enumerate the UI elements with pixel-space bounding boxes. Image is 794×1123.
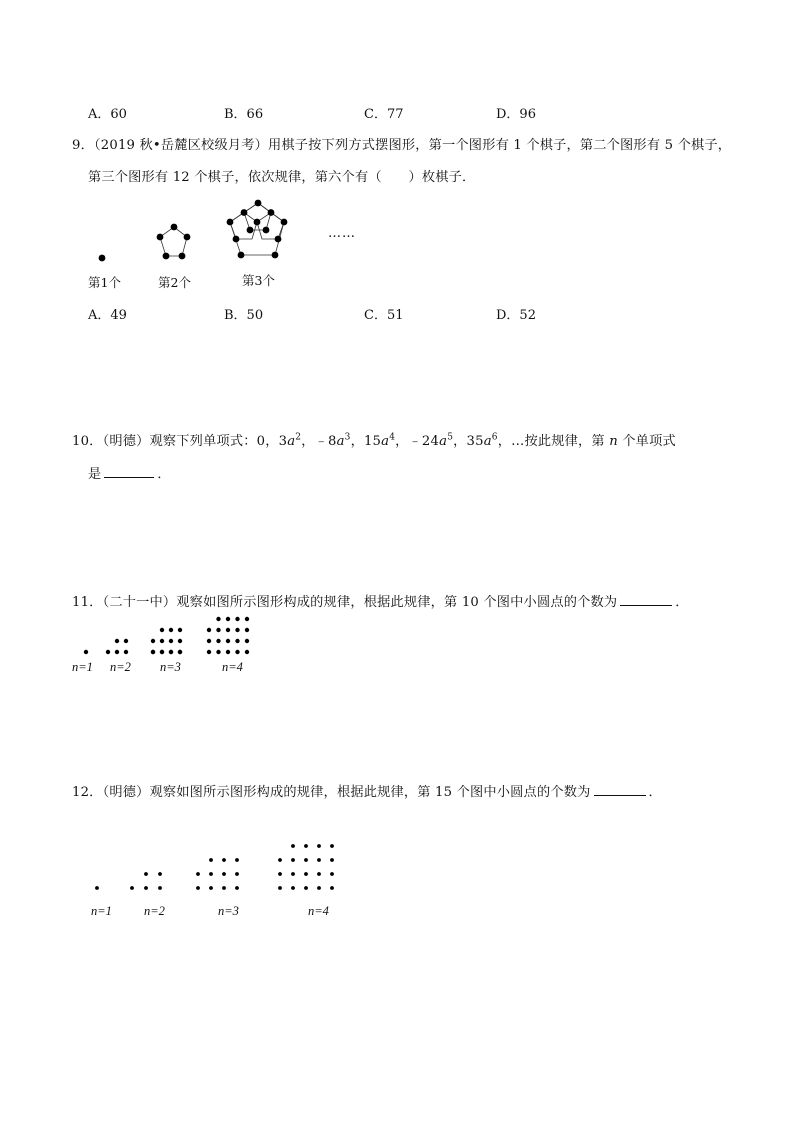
- q11-text: 11．（二十一中）观察如图所示图形构成的规律，根据此规律，第 10 个图中小圆点的个数为: [72, 595, 618, 610]
- q12-label-n1: n=1: [91, 904, 112, 918]
- q11-n4-dot: [235, 639, 239, 643]
- q11-answer-blank: [620, 593, 672, 606]
- q10-suffix-a: …按此规律，第: [511, 434, 610, 449]
- q11-n4-dot: [216, 617, 220, 621]
- q9-line2: [88, 166, 475, 185]
- q11-n3-dot: [178, 639, 182, 643]
- q12-n2-dot: [144, 886, 148, 890]
- q10-term-1: $3a^2$，: [278, 432, 315, 449]
- q12-text: 12．（明德）观察如图所示图形构成的规律，根据此规律，第 15 个图中小圆点的个数为: [72, 785, 591, 800]
- q11-figure: [78, 612, 278, 660]
- q12-n3-dot: [222, 872, 226, 876]
- q11-n4-dot: [207, 628, 211, 632]
- q9-fig3-dots: [227, 200, 288, 259]
- q11-n4-dot: [245, 639, 249, 643]
- q11-n4-dot: [226, 639, 230, 643]
- q9-option-c: C．51: [364, 308, 404, 323]
- q10-line1: [72, 430, 676, 449]
- q11-n3-dot: [160, 639, 164, 643]
- q11-n4-dot: [226, 628, 230, 632]
- q9-fig3-label: 第3个: [242, 273, 275, 288]
- q12-n2-dot: [130, 886, 134, 890]
- q12-end: ．: [648, 785, 662, 800]
- q12-n4-dot: [291, 872, 295, 876]
- q12-n1-dot: [95, 886, 99, 890]
- q9-option-b: B．50: [224, 308, 264, 323]
- q12-n4-dot: [330, 886, 334, 890]
- q12-n3-dot: [235, 872, 239, 876]
- q9-fig3-pentagons: [230, 203, 284, 255]
- q9-text-line1: （2019 秋•岳麓区校级月考）用棋子按下列方式摆图形，第一个图形有 1 个棋子，第二个图形有 5 个棋子，: [93, 138, 732, 153]
- q12-n3-dot: [209, 872, 213, 876]
- q12-n3-dot: [235, 858, 239, 862]
- q8-option-b: B．66: [224, 107, 264, 122]
- q11-n1-dot: [84, 650, 88, 654]
- q12-n3-dot: [196, 872, 200, 876]
- q11-label-n4: n=4: [222, 660, 243, 674]
- q12-label-n4: n=4: [308, 904, 329, 918]
- q10-term-3: $15a^4$，: [363, 432, 409, 449]
- q12-n4-dot: [330, 872, 334, 876]
- q12-n3-dot: [209, 886, 213, 890]
- q8-options: [88, 103, 608, 123]
- q10-suffix-b: 个单项式: [617, 434, 676, 449]
- q11-n2-dot: [124, 650, 128, 654]
- q9-option-d: D．52: [496, 308, 536, 323]
- q11-n2-dot: [115, 650, 119, 654]
- q12-n4-dot: [330, 858, 334, 862]
- q12-n4-dot: [317, 858, 321, 862]
- q12-n4-dot: [291, 844, 295, 848]
- q12-n3-dot: [196, 886, 200, 890]
- q9-number: 9．: [72, 138, 94, 153]
- q11-end: ．: [675, 595, 689, 610]
- q12-label-n3: n=3: [218, 904, 239, 918]
- q12-n4-dot: [278, 872, 282, 876]
- q9-line1: [72, 134, 731, 153]
- q11-n4-dot: [235, 628, 239, 632]
- q12-n4-dot: [330, 844, 334, 848]
- q9-options: [88, 304, 608, 324]
- q11-n2-dot: [106, 650, 110, 654]
- q11-line: [72, 591, 689, 610]
- q12-n4-dot: [317, 872, 321, 876]
- q9-fig2-pentagon: [160, 227, 187, 256]
- q12-n4-dot: [291, 886, 295, 890]
- q12-n4-dot: [304, 872, 308, 876]
- q12-n3-dot: [235, 886, 239, 890]
- q11-n2-dot: [115, 639, 119, 643]
- q12-n4-dot: [304, 844, 308, 848]
- q10-n: n: [609, 434, 618, 449]
- q11-label-n3: n=3: [160, 660, 181, 674]
- q11-n4-dot: [245, 628, 249, 632]
- q11-n3-dot: [151, 639, 155, 643]
- q9-fig1-label: 第1个: [88, 275, 121, 290]
- q12-label-n2: n=2: [144, 904, 165, 918]
- q12-n4-dot: [317, 844, 321, 848]
- q8-option-a: A．60: [88, 107, 127, 122]
- q12-n4-dot: [304, 858, 308, 862]
- q12-n3-dot: [222, 886, 226, 890]
- q10-answer-blank: [104, 465, 154, 478]
- q9-text-line2: 第三个图形有 12 个棋子，依次规律，第六个有（ ）枚棋子．: [88, 170, 476, 185]
- q9-option-a: A．49: [88, 308, 127, 323]
- q11-n4-dot: [226, 650, 230, 654]
- q9-fig2-label: 第2个: [158, 275, 191, 290]
- q10-line2: [88, 463, 171, 482]
- q11-n4-dot: [245, 650, 249, 654]
- q11-n3-dot: [160, 650, 164, 654]
- q12-n4-dot: [278, 858, 282, 862]
- q12-line: [72, 781, 662, 800]
- q12-n2-dot: [158, 886, 162, 890]
- q10-term-2: $﹣8a^3$，: [314, 432, 364, 449]
- q11-n2-dot: [124, 639, 128, 643]
- q11-n3-dot: [151, 650, 155, 654]
- q8-option-d: D．96: [496, 107, 536, 122]
- q9-ellipsis: ……: [328, 226, 356, 241]
- q12-n3-dot: [209, 858, 213, 862]
- q10-line2-end: ．: [157, 467, 171, 482]
- q12-n4-dot: [291, 858, 295, 862]
- q11-n3-dot: [169, 628, 173, 632]
- q10-term-4: $﹣24a^5$，: [408, 432, 467, 449]
- q11-n4-dot: [216, 639, 220, 643]
- q12-n3-dot: [222, 858, 226, 862]
- q11-n4-dot: [216, 650, 220, 654]
- q10-prefix: 10．（明德）观察下列单项式：0，: [72, 434, 279, 449]
- q12-figure: [80, 834, 370, 904]
- q11-n3-dot: [178, 650, 182, 654]
- q9-fig1-dot: [99, 255, 106, 262]
- q11-n4-dot: [207, 639, 211, 643]
- q11-n4-dot: [207, 650, 211, 654]
- q11-n4-dot: [235, 650, 239, 654]
- q11-n3-dot: [178, 628, 182, 632]
- q11-n3-dot: [169, 650, 173, 654]
- q11-n4-dot: [216, 628, 220, 632]
- q8-option-c: C．77: [364, 107, 404, 122]
- q12-n4-dot: [304, 886, 308, 890]
- q11-label-n2: n=2: [110, 660, 131, 674]
- q11-n3-dot: [160, 628, 164, 632]
- q10-term-5: $35a^6$，: [466, 432, 512, 449]
- q11-n3-dot: [169, 639, 173, 643]
- q11-n4-dot: [245, 617, 249, 621]
- q12-n2-dot: [158, 872, 162, 876]
- q12-answer-blank: [594, 783, 646, 796]
- q12-n4-dot: [317, 886, 321, 890]
- q11-n4-dot: [235, 617, 239, 621]
- q10-line2-text: 是: [88, 467, 102, 482]
- q12-n2-dot: [144, 872, 148, 876]
- q11-label-n1: n=1: [72, 660, 93, 674]
- q11-n4-dot: [226, 617, 230, 621]
- q12-n4-dot: [278, 886, 282, 890]
